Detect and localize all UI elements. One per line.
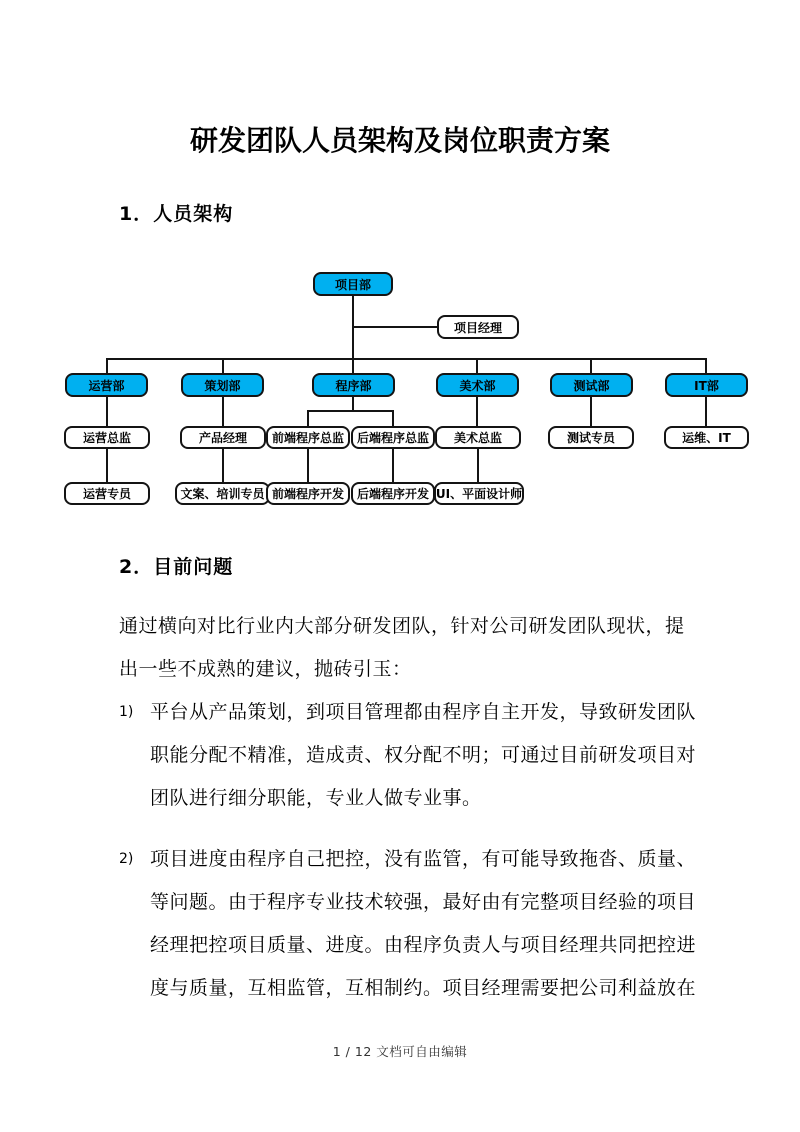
org-node-ceshi-zhuanyuan: 测试专员	[548, 426, 634, 449]
connector-dept-stub	[590, 359, 592, 374]
connector-program-split	[307, 410, 394, 412]
connector-main-horizontal	[106, 358, 707, 360]
org-node-houduan-kaifa: 后端程序开发	[351, 482, 435, 505]
connector-dept-to-sub	[106, 397, 108, 426]
item-1-line: 平台从产品策划，到项目管理都由程序自主开发，导致研发团队	[150, 701, 697, 723]
item-2-marker: 2)	[119, 851, 134, 867]
org-node-ui-sheji: UI、平面设计师	[434, 482, 524, 505]
org-node-dept-chengxu: 程序部	[312, 373, 395, 397]
connector-root-trunk	[352, 296, 354, 360]
page-footer: 1 / 12 文档可自由编辑	[332, 1044, 468, 1059]
connector-dept-to-sub	[476, 397, 478, 426]
document-title: 研发团队人员架构及岗位职责方案	[189, 124, 610, 157]
org-node-manager: 项目经理	[437, 315, 519, 339]
connector-dept-stub	[705, 359, 707, 374]
connector-sub-to-sub	[106, 449, 108, 482]
org-node-dept-meishu: 美术部	[436, 373, 519, 397]
item-2-line: 度与质量，互相监管，互相制约。项目经理需要把公司利益放在	[150, 977, 697, 999]
org-node-root: 项目部	[313, 272, 393, 296]
connector-dept-to-sub	[222, 397, 224, 426]
connector-dept-to-sub	[590, 397, 592, 426]
connector-dept-stub	[106, 359, 108, 374]
connector-program-left	[307, 411, 309, 426]
intro-line: 出一些不成熟的建议，抛砖引玉：	[119, 658, 412, 680]
org-node-dept-yunying: 运营部	[65, 373, 148, 397]
item-1-text	[150, 691, 696, 820]
org-node-qianduan-kaifa: 前端程序开发	[266, 482, 350, 505]
section-2-body	[119, 605, 697, 1010]
org-node-chanpin-jingli: 产品经理	[180, 426, 266, 449]
numbered-item-2	[119, 838, 697, 1010]
item-2-line: 项目进度由程序自己把控，没有监管，有可能导致拖沓、质量、	[150, 848, 697, 870]
org-node-qianduan-zongjian: 前端程序总监	[266, 426, 350, 449]
numbered-item-1	[119, 691, 697, 820]
item-1-line: 团队进行细分职能，专业人做专业事。	[150, 787, 482, 809]
org-node-wenan-peixun: 文案、培训专员	[175, 482, 270, 505]
item-1-line: 职能分配不精准，造成责、权分配不明；可通过目前研发项目对	[150, 744, 697, 766]
org-node-houduan-zongjian: 后端程序总监	[351, 426, 435, 449]
section-2-heading: 2．目前问题	[119, 556, 234, 578]
connector-dept-stub	[222, 359, 224, 374]
org-node-meishu-zongjian: 美术总监	[435, 426, 521, 449]
intro-line: 通过横向对比行业内大部分研发团队，针对公司研发团队现状，提	[119, 615, 685, 637]
connector-sub-to-sub	[222, 449, 224, 482]
section-1-heading: 1．人员架构	[119, 203, 234, 225]
item-1-marker: 1)	[119, 704, 134, 720]
item-2-line: 经理把控项目质量、进度。由程序负责人与项目经理共同把控进	[150, 934, 697, 956]
connector-sub-to-sub	[307, 449, 309, 482]
org-node-yunwei-it: 运维、IT	[664, 426, 749, 449]
org-node-dept-ceshi: 测试部	[550, 373, 633, 397]
connector-program-right	[392, 411, 394, 426]
connector-sub-to-sub	[392, 449, 394, 482]
connector-dept-to-sub	[705, 397, 707, 426]
connector-sub-to-sub	[477, 449, 479, 482]
org-chart	[0, 270, 800, 510]
connector-dept-stub	[476, 359, 478, 374]
item-2-line: 等问题。由于程序专业技术较强，最好由有完整项目经验的项目	[150, 891, 697, 913]
connector-dept-stub	[352, 359, 354, 374]
item-2-text	[150, 838, 696, 1010]
org-node-yunying-zhuanyuan: 运营专员	[64, 482, 150, 505]
org-node-dept-cehua: 策划部	[181, 373, 264, 397]
org-node-dept-it: IT部	[665, 373, 748, 397]
org-node-yunying-zongjian: 运营总监	[64, 426, 150, 449]
connector-program-trunk	[352, 397, 354, 411]
connector-manager-branch	[353, 326, 437, 328]
